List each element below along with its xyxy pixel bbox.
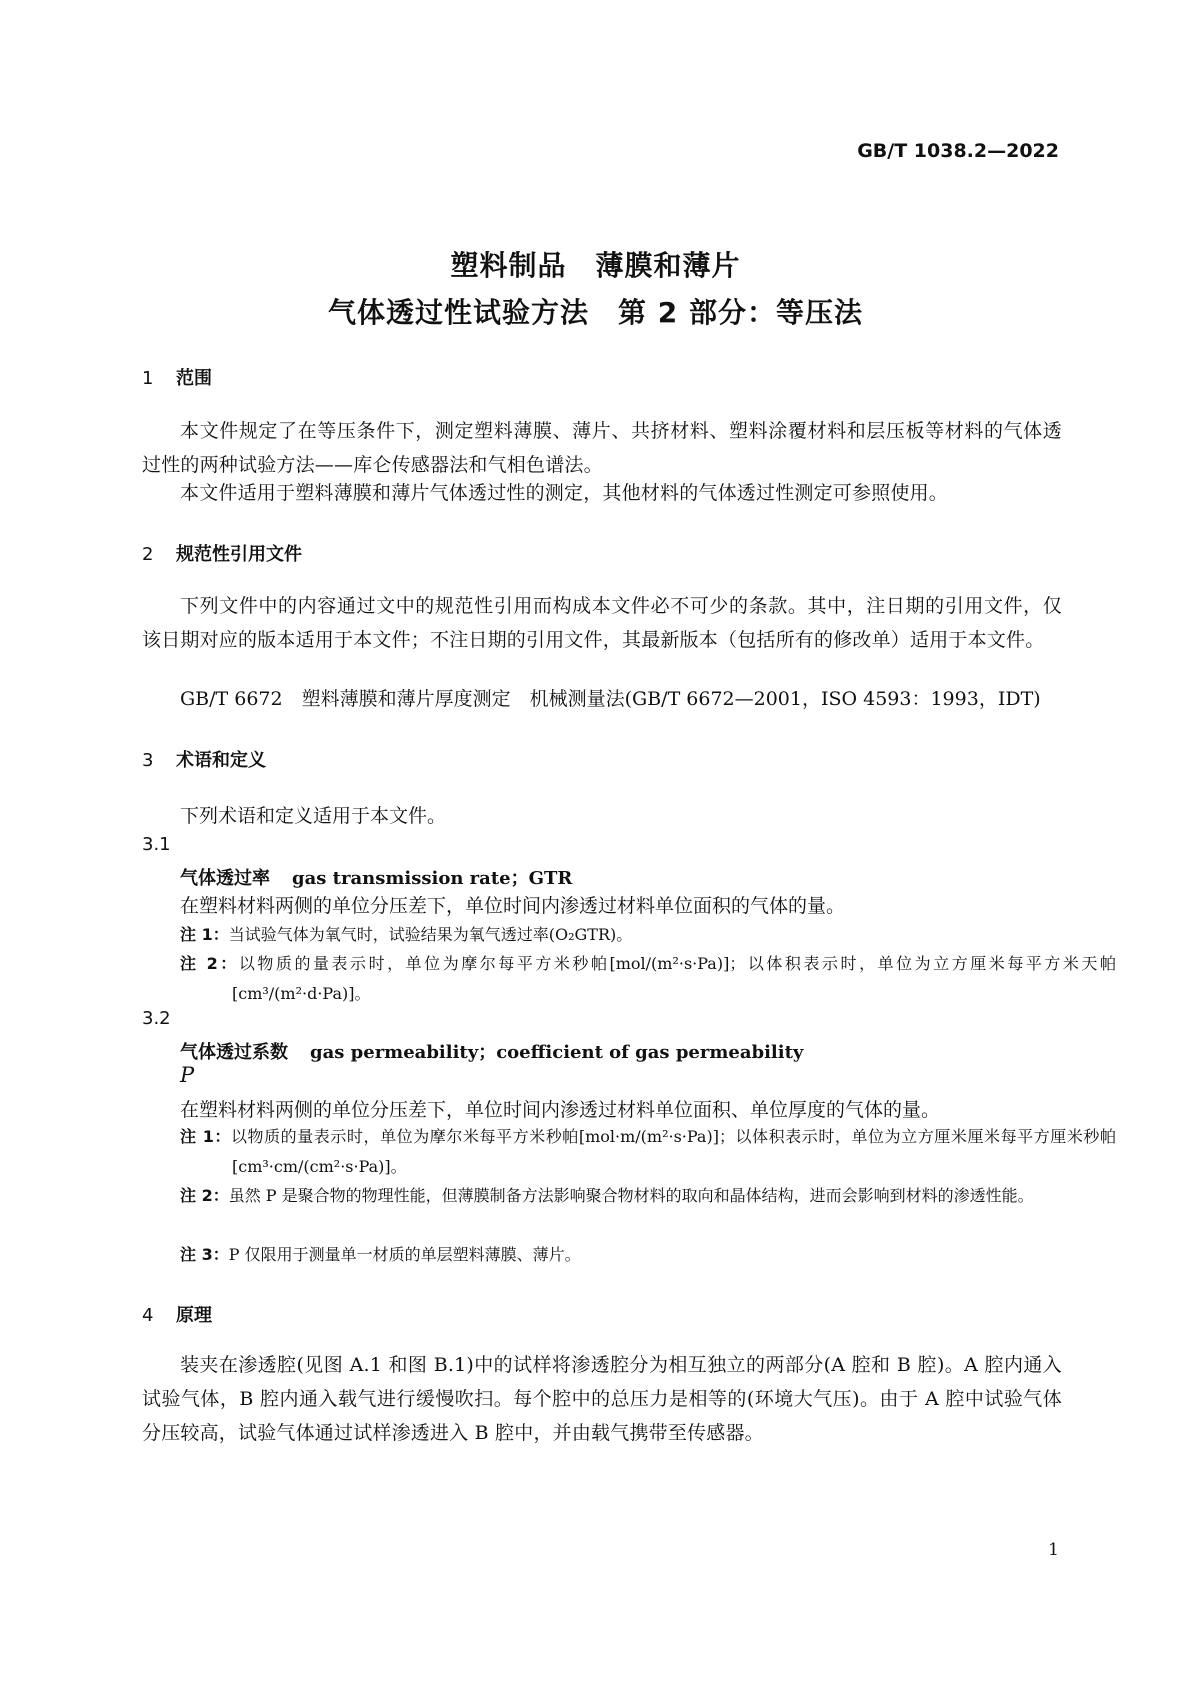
term-chinese: 气体透过系数 xyxy=(180,1042,288,1063)
section-number: 3 xyxy=(142,750,154,771)
section-1-paragraph-2: 本文件适用于塑料薄膜和薄片气体透过性的测定，其他材料的气体透过性测定可参照使用。 xyxy=(180,482,949,504)
term-3-1-title xyxy=(180,864,572,890)
section-title: 术语和定义 xyxy=(176,750,266,771)
term-3-2-note-2 xyxy=(180,1181,1116,1211)
section-title: 范围 xyxy=(176,368,212,389)
section-title: 规范性引用文件 xyxy=(176,544,302,565)
section-3-intro: 下列术语和定义适用于本文件。 xyxy=(180,805,447,827)
note-label: 注 2： xyxy=(180,954,239,973)
note-label: 注 3： xyxy=(180,1245,229,1264)
term-3-1-number: 3.1 xyxy=(142,834,171,855)
note-label: 注 1： xyxy=(180,925,229,944)
note-text: 虽然 P 是聚合物的物理性能，但薄膜制备方法影响聚合物材料的取向和晶体结构，进而会影响到材料的渗透性能。 xyxy=(228,1186,1034,1205)
section-number: 4 xyxy=(142,1305,154,1326)
page-number: 1 xyxy=(1048,1540,1059,1560)
document-title-line-1: 塑料制品 薄膜和薄片 xyxy=(450,249,741,282)
term-3-2-note-1 xyxy=(180,1122,1116,1182)
section-title: 原理 xyxy=(176,1305,212,1326)
term-english: gas transmission rate；GTR xyxy=(292,868,573,889)
note-text: 以物质的量表示时，单位为摩尔米每平方米秒帕[mol·m/(m²·s·Pa)]；以体积表示时，单位为立方厘米厘米每平方厘米秒帕[cm³·cm/(cm²·s·Pa)]。 xyxy=(230,1127,1116,1176)
section-2-heading xyxy=(142,540,302,566)
term-english: gas permeability；coefficient of gas permeability xyxy=(310,1042,804,1063)
term-3-2-definition: 在塑料材料两侧的单位分压差下，单位时间内渗透过材料单位面积、单位厚度的气体的量。 xyxy=(180,1099,941,1121)
note-text: 当试验气体为氧气时，试验结果为氧气透过率(O₂GTR)。 xyxy=(228,925,633,944)
term-3-2-number: 3.2 xyxy=(142,1008,171,1029)
standard-number: GB/T 1038.2—2022 xyxy=(857,140,1059,162)
term-3-2-symbol: P xyxy=(180,1063,195,1087)
section-2-paragraph-1: 下列文件中的内容通过文中的规范性引用而构成本文件必不可少的条款。其中，注日期的引用文件，仅该日期对应的版本适用于本文件；不注日期的引用文件，其最新版本（包括所有的修改单）适用于本文件。 xyxy=(142,595,1062,651)
note-label: 注 1： xyxy=(180,1127,231,1146)
section-4-heading xyxy=(142,1301,212,1327)
term-chinese: 气体透过率 xyxy=(180,868,270,889)
normative-reference: GB/T 6672 塑料薄膜和薄片厚度测定 机械测量法(GB/T 6672—2001，ISO 4593：1993，IDT) xyxy=(180,688,1041,710)
term-3-1-note-2 xyxy=(180,949,1116,1009)
note-text: P 仅限用于测量单一材质的单层塑料薄膜、薄片。 xyxy=(228,1245,581,1264)
document-title-line-2: 气体透过性试验方法 第 2 部分：等压法 xyxy=(328,296,863,329)
section-number: 2 xyxy=(142,544,154,565)
section-1-paragraph-1: 本文件规定了在等压条件下，测定塑料薄膜、薄片、共挤材料、塑料涂覆材料和层压板等材料的气体透过性的两种试验方法——库仑传感器法和气相色谱法。 xyxy=(142,420,1062,476)
term-3-2-note-3 xyxy=(180,1240,1116,1270)
term-3-1-definition: 在塑料材料两侧的单位分压差下，单位时间内渗透过材料单位面积的气体的量。 xyxy=(180,895,846,917)
section-4-paragraph-1: 装夹在渗透腔(见图 A.1 和图 B.1)中的试样将渗透腔分为相互独立的两部分(A 腔和 B 腔)。A 腔内通入试验气体，B 腔内通入载气进行缓慢吹扫。每个腔中的总压力是相等的(环境大气压)。由于 A 腔中试验气体分压较高，试验气体通过试样渗透进入 B 腔中，并由载气携带至传感器。 xyxy=(142,1354,1062,1444)
note-label: 注 2： xyxy=(180,1186,229,1205)
term-3-2-title xyxy=(180,1038,803,1064)
note-text: 以物质的量表示时，单位为摩尔每平方米秒帕[mol/(m²·s·Pa)]；以体积表示时，单位为立方厘米每平方米天帕[cm³/(m²·d·Pa)]。 xyxy=(232,954,1116,1003)
section-number: 1 xyxy=(142,368,154,389)
section-1-heading xyxy=(142,364,212,390)
section-3-heading xyxy=(142,746,266,772)
term-3-1-note-1 xyxy=(180,920,1116,950)
